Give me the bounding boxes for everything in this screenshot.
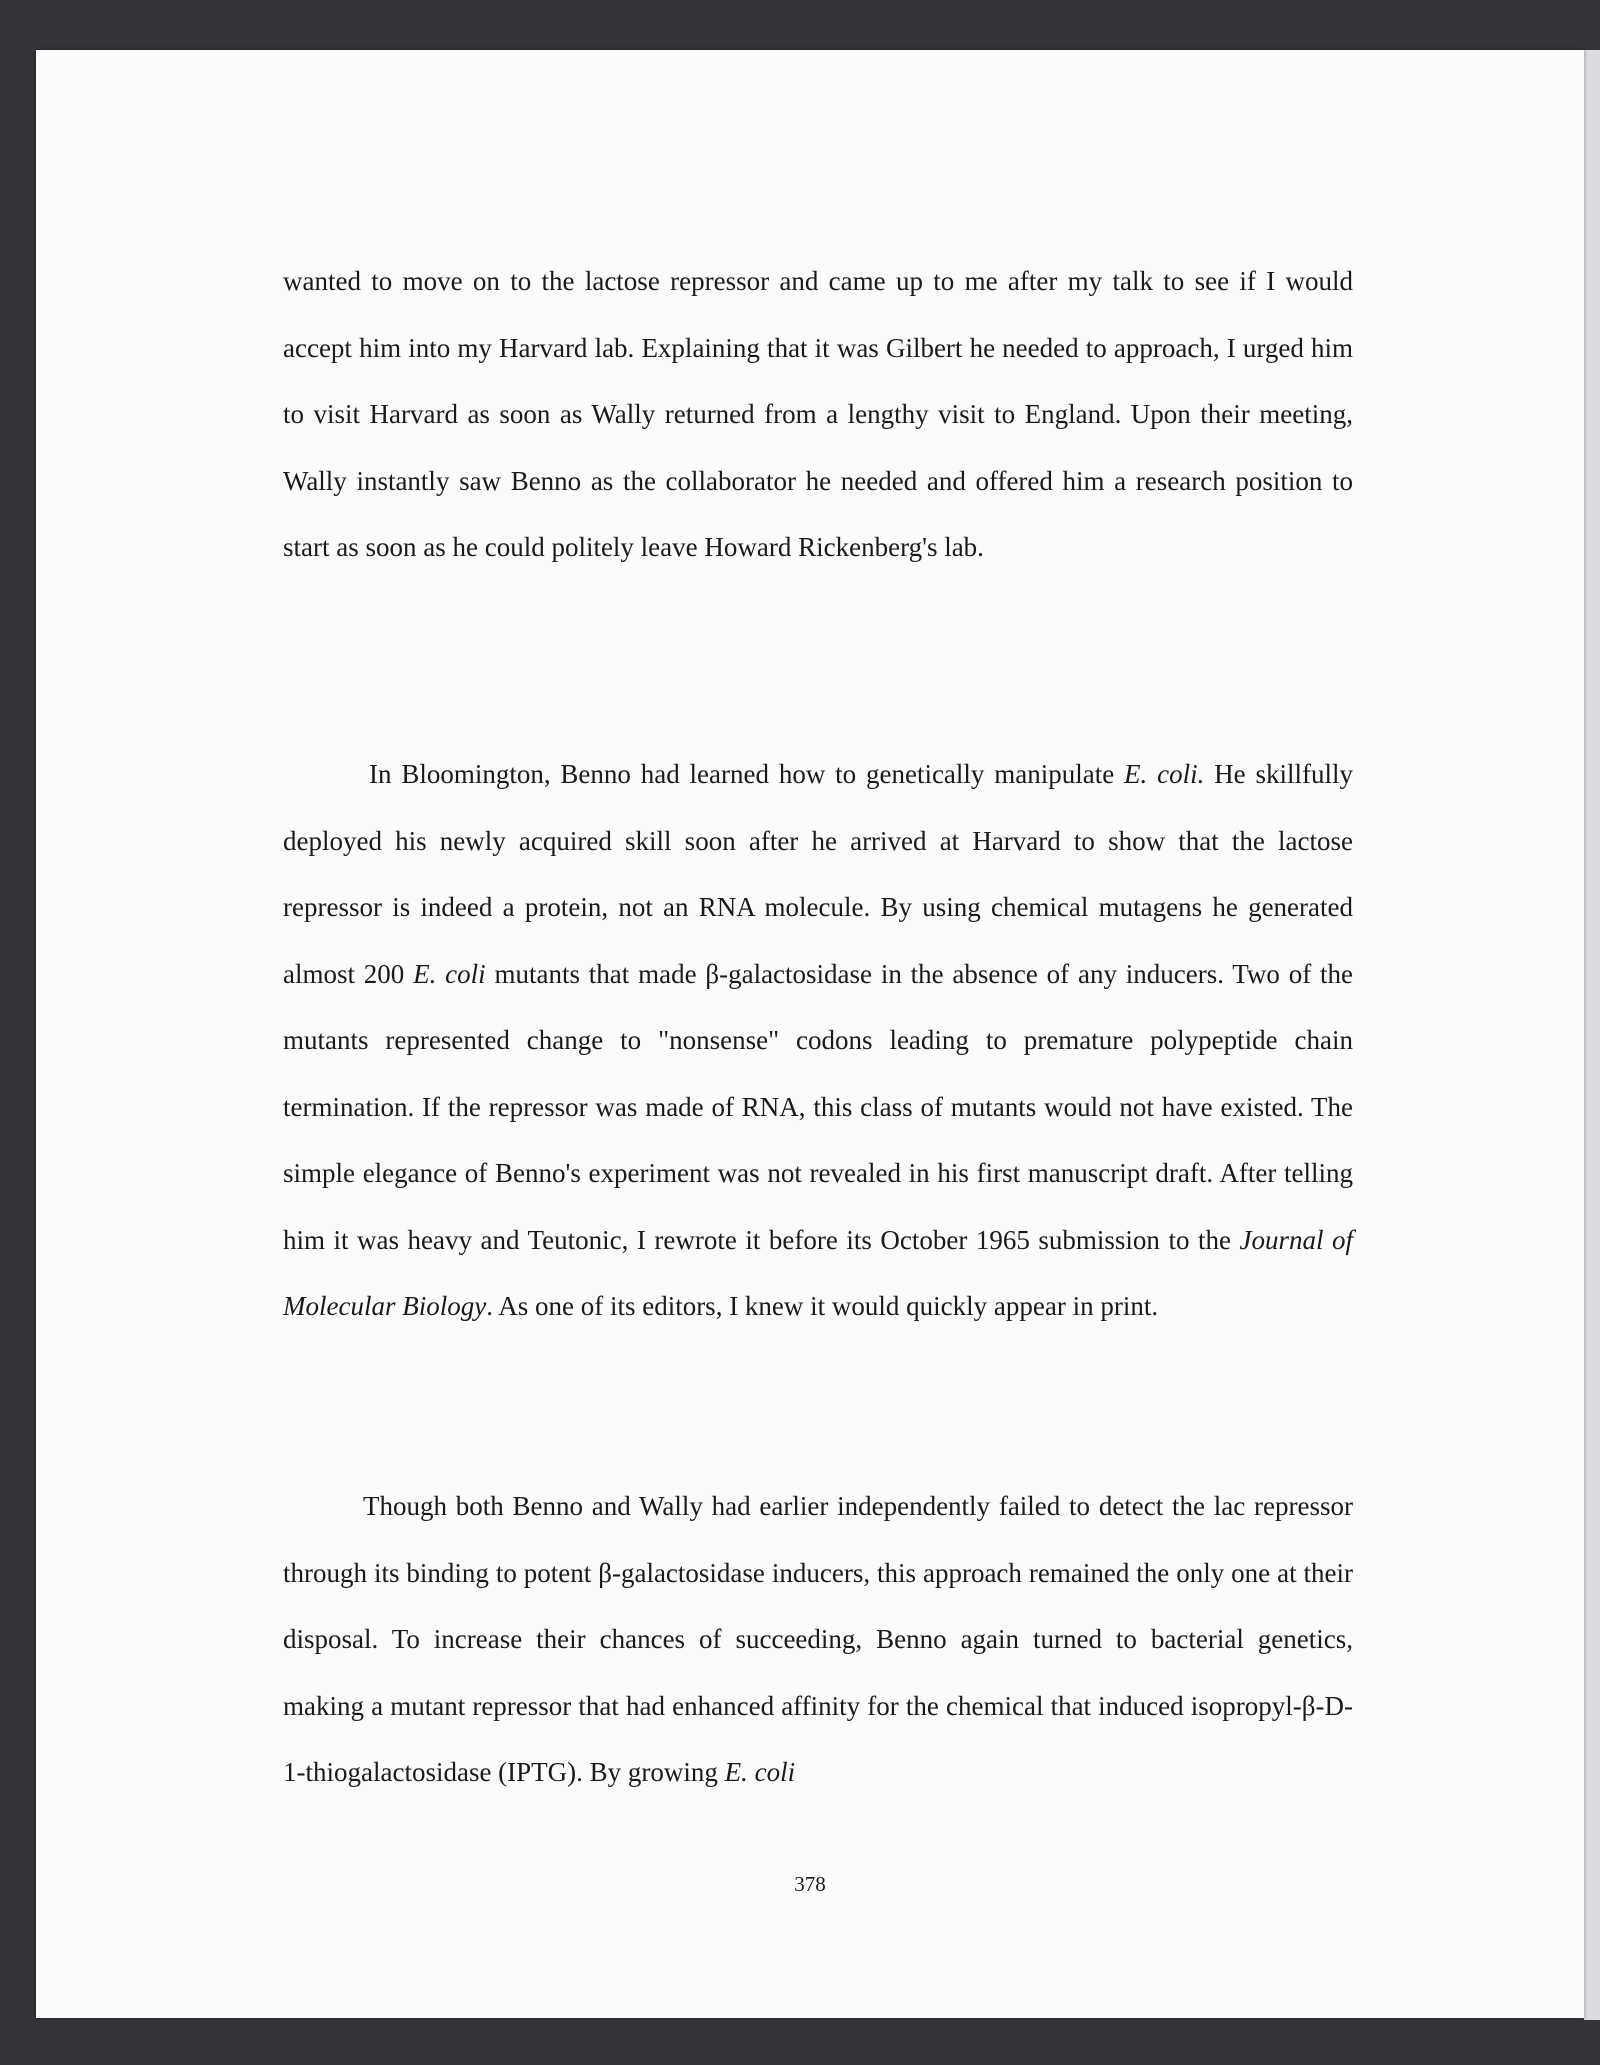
paragraph-2 <box>283 741 1353 1340</box>
page-number: 378 <box>794 1872 826 1896</box>
paragraph-2-text-a: In Bloomington, Benno had learned how to genetically manipulate <box>369 759 1125 789</box>
paragraph-3 <box>283 1473 1353 1806</box>
italic-journal-title: Journal of Molecular Biology <box>283 1224 1353 1321</box>
paragraph-1-text: wanted to move on to the lactose repressor and came up to me after my talk to see if I would accept him into my Harvard lab. Explaining that it was Gilbert he needed to approach, I urged him to visit Harvard as soon as Wally returned from a lengthy visit to England. Upon their meeting, Wally instantly saw Benno as the collaborator he needed and offered him a research position to start as soon as he could politely leave Howard Rickenberg's lab. <box>283 266 1353 562</box>
paragraph-2-text-c: mutants that made β-galactosidase in the absence of any inducers. Two of the mutants represented change to "nonsense" codons leading to premature polypeptide chain termination. If the repressor was made of RNA, this class of mutants would not have existed. The simple elegance of Benno's experiment was not revealed in his first manuscript draft. After telling him it was heavy and Teutonic, I rewrote it before its October 1965 submission to the <box>283 958 1354 1255</box>
paragraph-2-text-d: . As one of its editors, I knew it would quickly appear in print. <box>486 1291 1159 1321</box>
paragraph-3-text: Though both Benno and Wally had earlier independently failed to detect the lac repressor through its binding to potent β-galactosidase inducers, this approach remained the only one at their disposal. To increase their chances of succeeding, Benno again turned to bacterial genetics, making a mutant repressor that had enhanced affinity for the chemical that induced isopropyl-β-D-1-thiogalactosidase (IPTG). By growing <box>283 1491 1353 1787</box>
paragraph-2-text-b: He skillfully deployed his newly acquired skill soon after he arrived at Harvard to show that the lactose repressor is indeed a protein, not an RNA molecule. By using chemical mutagens he generated almost 200 <box>283 759 1353 989</box>
italic-e-coli: E. coli. <box>1124 759 1205 789</box>
document-page <box>36 50 1584 2018</box>
scan-background-edge <box>1584 50 1600 2020</box>
italic-e-coli: E. coli <box>724 1757 796 1787</box>
italic-e-coli: E. coli <box>413 958 486 989</box>
paragraph-1 <box>283 248 1353 581</box>
